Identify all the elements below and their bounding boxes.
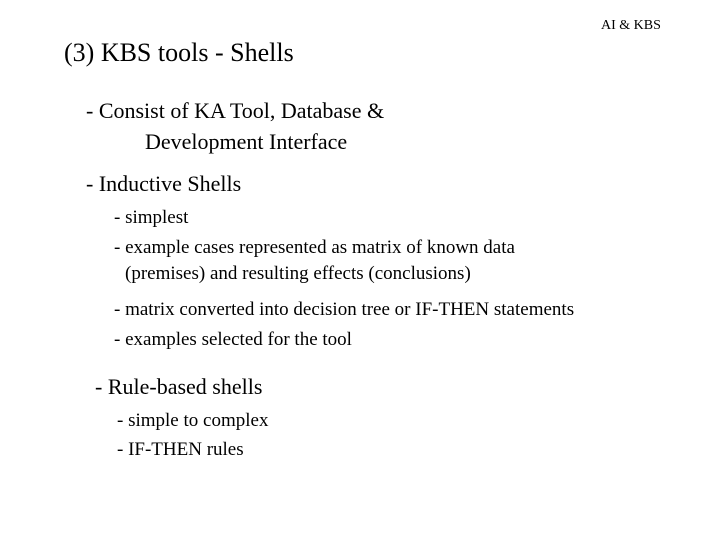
sub-bullet-if-then-rules: - IF-THEN rules	[117, 439, 244, 460]
sub-bullet-simple-to-complex: - simple to complex	[117, 410, 269, 431]
heading-inductive-shells: - Inductive Shells	[86, 171, 242, 196]
sub-bullet-examples-selected: - examples selected for the tool	[114, 329, 352, 350]
slide-header-tag: AI & KBS	[601, 18, 661, 33]
bullet-components-continued: Development Interface	[145, 129, 348, 154]
sub-bullet-example-cases-continued: (premises) and resulting effects (conclusions)	[125, 263, 471, 284]
heading-rule-based-shells: - Rule-based shells	[95, 374, 263, 399]
sub-bullet-matrix-converted: - matrix converted into decision tree or IF-THEN statements	[114, 299, 575, 320]
sub-bullet-example-cases: - example cases represented as matrix of known data	[114, 237, 515, 258]
bullet-components: - Consist of KA Tool, Database &	[86, 98, 385, 123]
sub-bullet-simplest: - simplest	[114, 207, 189, 228]
slide-title: (3) KBS tools - Shells	[64, 38, 294, 67]
